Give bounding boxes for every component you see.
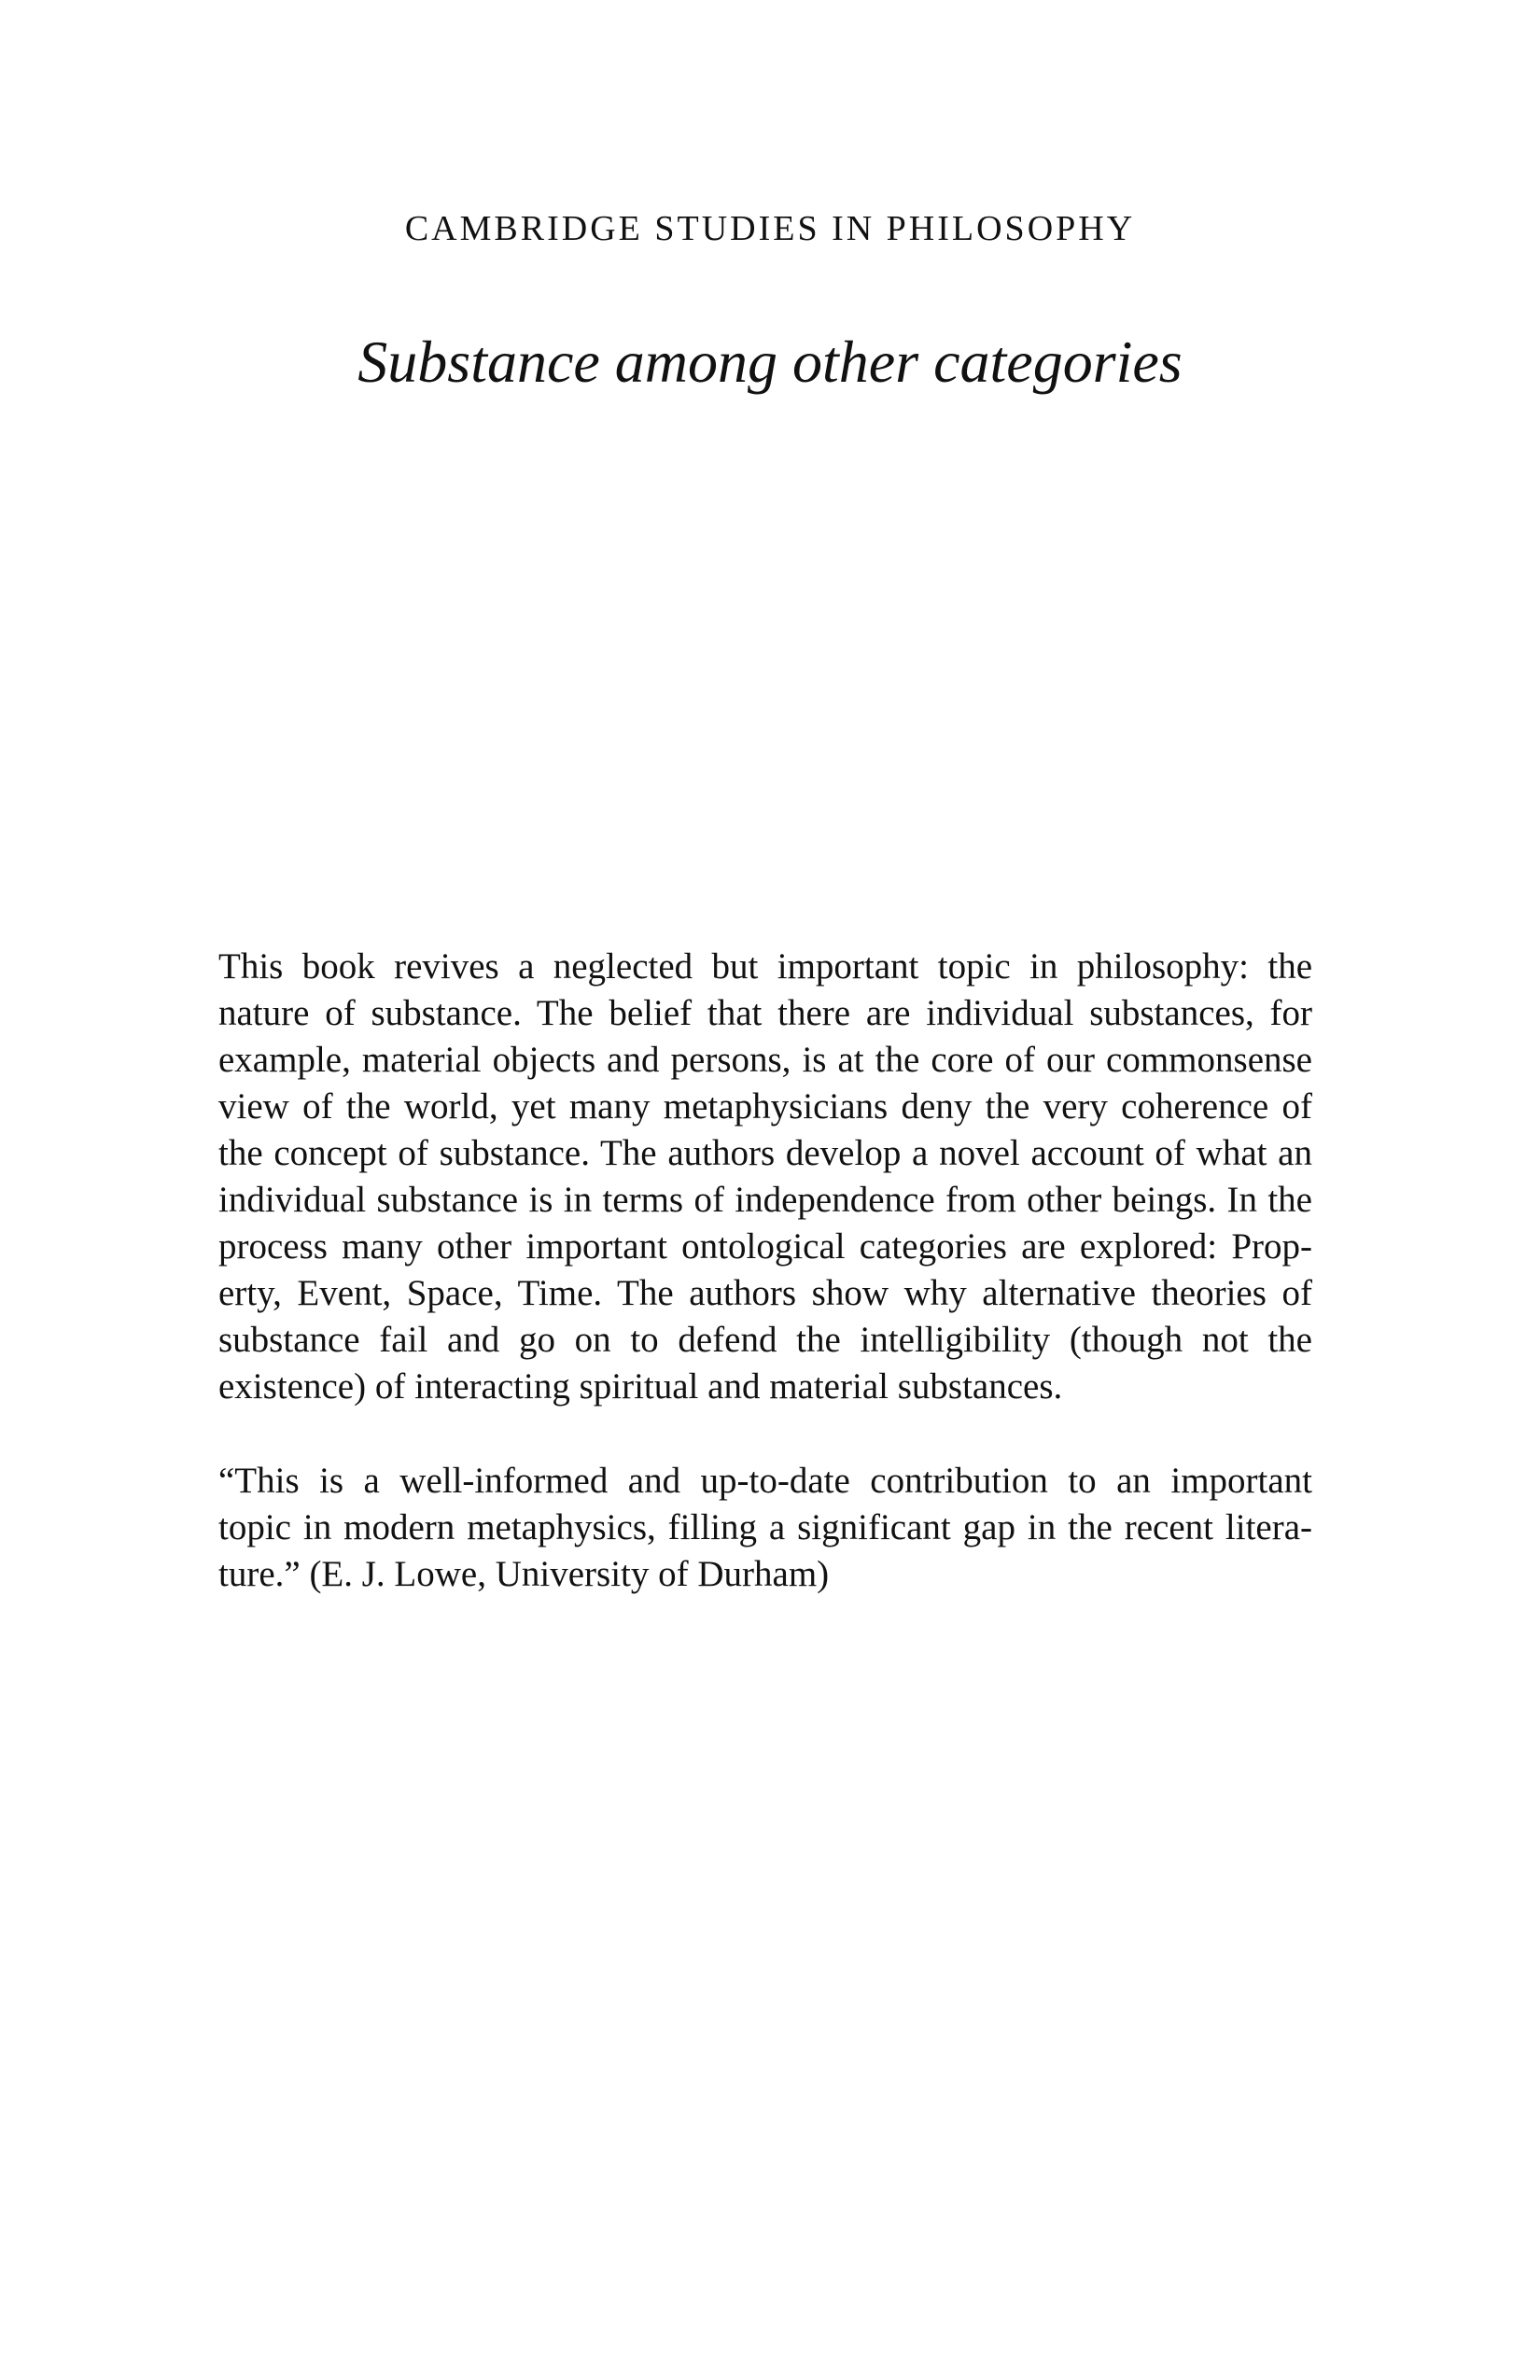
quote-line: topic in modern metaphysics, filling a significant gap in the recent litera- (218, 1507, 1312, 1547)
description-line: example, material objects and persons, is at the core of our commonsense (218, 1040, 1312, 1080)
description-line: existence) of interacting spiritual and material substances. (218, 1366, 1063, 1407)
description-line: nature of substance. The belief that there are individual substances, for (218, 993, 1312, 1033)
description-line: process many other important ontological categories are explored: Prop- (218, 1226, 1312, 1267)
description-line: view of the world, yet many metaphysicians deny the very coherence of (218, 1086, 1312, 1127)
book-description (218, 944, 1312, 1410)
quote-line: ture.” (E. J. Lowe, University of Durham) (218, 1554, 830, 1594)
review-quote (218, 1458, 1312, 1598)
description-line: erty, Event, Space, Time. The authors show why alternative theories of (218, 1273, 1312, 1313)
description-line: This book revives a neglected but important topic in philosophy: the (218, 946, 1312, 987)
series-name: CAMBRIDGE STUDIES IN PHILOSOPHY (404, 209, 1136, 248)
description-line: substance fail and go on to defend the intelligibility (though not the (218, 1320, 1312, 1360)
book-title: Substance among other categories (357, 329, 1183, 395)
quote-line: “This is a well-informed and up-to-date contribution to an important (218, 1461, 1312, 1501)
description-line: the concept of substance. The authors develop a novel account of what an (218, 1133, 1312, 1173)
description-line: individual substance is in terms of independence from other beings. In the (218, 1180, 1312, 1220)
